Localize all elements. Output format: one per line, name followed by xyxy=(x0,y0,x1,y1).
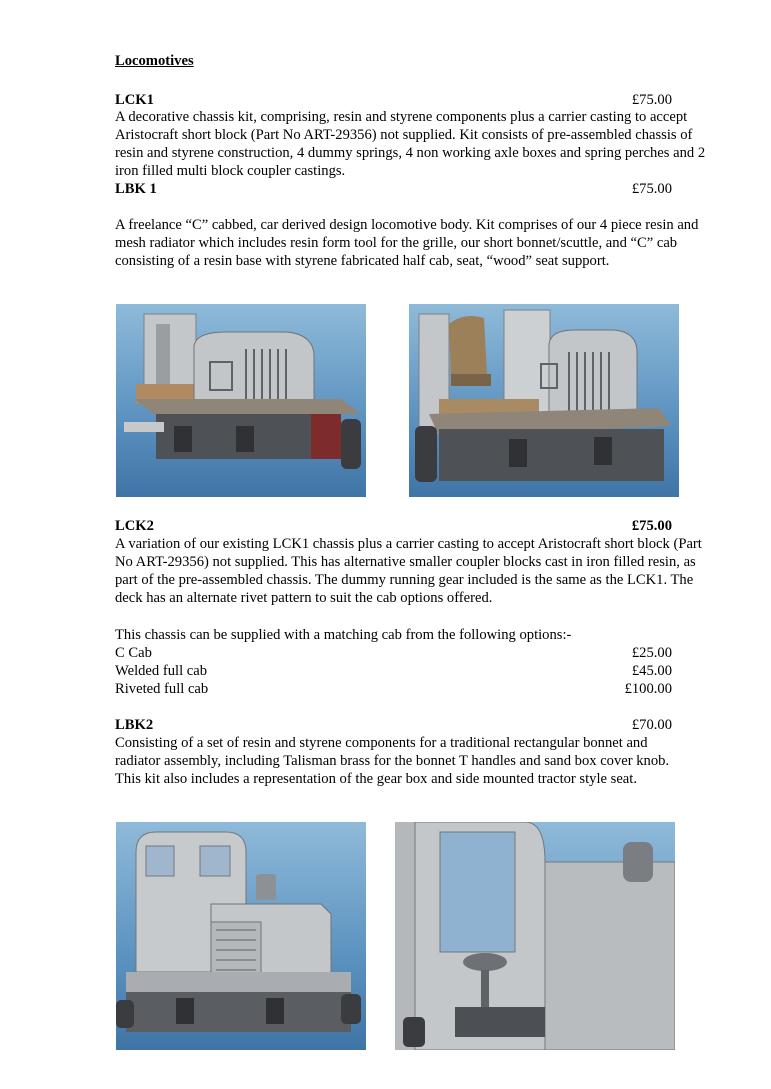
lbk1-title: LBK 1 xyxy=(115,181,157,197)
lck1-header xyxy=(115,91,672,109)
lck2-title: LCK2 xyxy=(115,518,154,534)
cab-option-name: Riveted full cab xyxy=(115,681,209,697)
cab-option-price: £25.00 xyxy=(631,645,672,661)
lbk2-header xyxy=(115,716,672,734)
lck1-title: LCK1 xyxy=(115,92,154,108)
lbk2-photo-cab-detail xyxy=(395,822,675,1050)
cab-option-name: Welded full cab xyxy=(115,663,208,679)
cab-option-row xyxy=(115,662,672,680)
lck2-header xyxy=(115,517,672,535)
lck1-price: £75.00 xyxy=(631,92,672,108)
lck2-cab-intro: This chassis can be supplied with a matching cab from the following options:- xyxy=(115,627,572,643)
lck1-description: A decorative chassis kit, comprising, resin and styrene components plus a carrier casting to accept Aristocraft short block (Part No ART-29356) not supplied. Kit consists of pre-assembled chassis of resin and styrene construction, 4 dummy springs, 4 non working axle boxes and spring perches and 2 iron filled multi block coupler castings. xyxy=(115,109,706,179)
cab-option-price: £100.00 xyxy=(624,681,672,697)
lbk2-price: £70.00 xyxy=(631,717,672,733)
lck2-price: £75.00 xyxy=(631,518,672,534)
section-heading: Locomotives xyxy=(115,53,194,69)
cab-option-price: £45.00 xyxy=(631,663,672,679)
lbk1-price: £75.00 xyxy=(631,181,672,197)
lbk2-description: Consisting of a set of resin and styrene components for a traditional rectangular bonnet and radiator assembly, including Talisman brass for the bonnet T handles and sand box cover knob. This kit also includes a representation of the gear box and side mounted tractor style seat. xyxy=(115,735,670,787)
lbk1-photo-side xyxy=(116,304,366,497)
cab-option-row xyxy=(115,680,672,698)
lbk2-photo-full xyxy=(116,822,366,1050)
cab-option-row xyxy=(115,644,672,662)
lbk1-header xyxy=(115,180,672,198)
lck2-description: A variation of our existing LCK1 chassis plus a carrier casting to accept Aristocraft short block (Part No ART-29356) not supplied. This has alternative smaller coupler blocks cast in iron filled resin, as part of the pre-assembled chassis. The dummy running gear included is the same as the LCK1. The deck has an alternate rivet pattern to suit the cab options offered. xyxy=(115,536,702,606)
lbk2-title: LBK2 xyxy=(115,717,154,733)
lbk1-photo-cab xyxy=(409,304,679,497)
cab-option-name: C Cab xyxy=(115,645,152,661)
lbk1-description: A freelance “C” cabbed, car derived design locomotive body. Kit comprises of our 4 piece resin and mesh radiator which includes resin form tool for the grille, our short bonnet/scuttle, and “C” cab consisting of a resin base with styrene fabricated half cab, seat, “wood” seat support. xyxy=(115,217,699,269)
